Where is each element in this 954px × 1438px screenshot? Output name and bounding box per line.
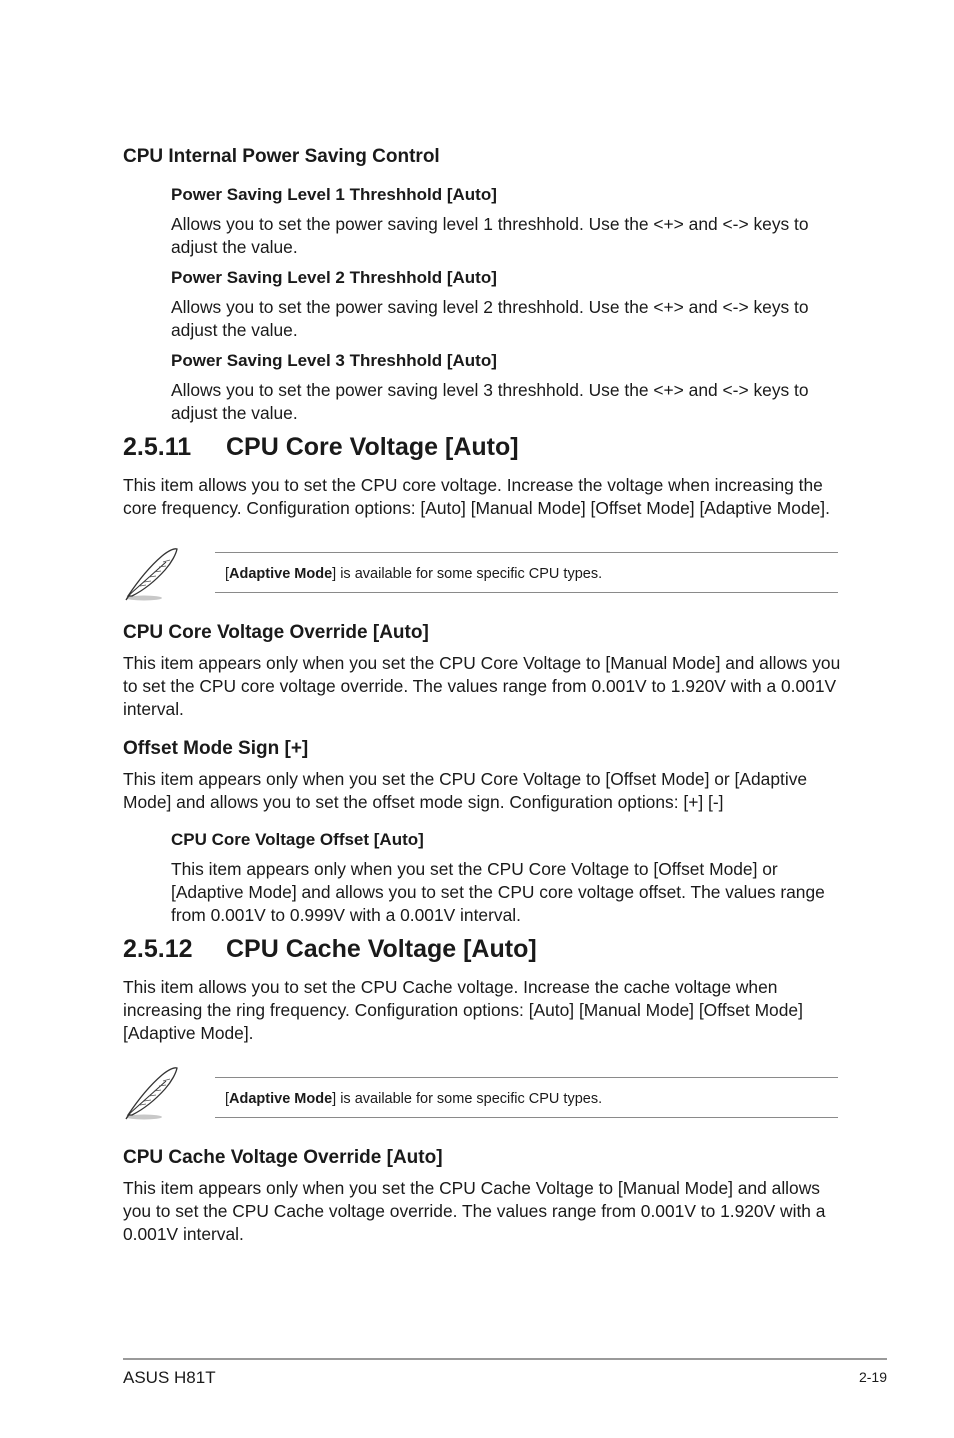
heading-core-voltage-override: CPU Core Voltage Override [Auto]: [123, 622, 429, 643]
paragraph-level3: Allows you to set the power saving level 3 threshhold. Use the <+> and <-> keys to adjust the value.: [171, 380, 809, 423]
feather-pen-icon: [122, 1065, 180, 1121]
heading-offset-mode-sign: Offset Mode Sign [+]: [123, 738, 309, 759]
footer-product-name: ASUS H81T: [123, 1368, 216, 1387]
note-divider-top: [215, 1077, 838, 1078]
paragraph-core-voltage-offset: This item appears only when you set the CPU Core Voltage to [Offset Mode] or [Adaptive Mode] and allows you to set the CPU core voltage offset. The values range from 0.001V to 0.999V with a 0.001V interval.: [171, 859, 825, 925]
section-number: 2.5.12: [123, 935, 193, 963]
paragraph-level2: Allows you to set the power saving level 2 threshhold. Use the <+> and <-> keys to adjust the value.: [171, 297, 809, 340]
section-title-core-voltage: [123, 432, 519, 462]
heading-core-voltage-offset: CPU Core Voltage Offset [Auto]: [171, 830, 424, 849]
note-divider-bottom: [215, 1117, 838, 1118]
heading-level3-threshold: Power Saving Level 3 Threshhold [Auto]: [171, 351, 497, 370]
footer-page-number: 2-19: [858, 1369, 887, 1385]
paragraph-level1: Allows you to set the power saving level 1 threshhold. Use the <+> and <-> keys to adjust the value.: [171, 214, 809, 257]
paragraph-core-voltage: This item allows you to set the CPU core voltage. Increase the voltage when increasing the core frequency. Configuration options: [Auto] [Manual Mode] [Offset Mode] [Adaptive Mode].: [123, 475, 830, 518]
heading-cache-voltage-override: CPU Cache Voltage Override [Auto]: [123, 1147, 443, 1168]
paragraph-core-voltage-override: This item appears only when you set the CPU Core Voltage to [Manual Mode] and allows you to set the CPU core voltage override. The values range from 0.001V to 1.920V with a 0.001V interval.: [123, 653, 841, 719]
paragraph-cache-voltage-override: This item appears only when you set the CPU Cache Voltage to [Manual Mode] and allows you to set the CPU Cache voltage override. The values range from 0.001V to 1.920V with a 0.001V interval.: [123, 1178, 826, 1244]
note-divider-top: [215, 552, 838, 553]
note-adaptive-mode: [Adaptive Mode] is available for some specific CPU types.: [225, 566, 603, 582]
section-number: 2.5.11: [123, 433, 192, 461]
heading-level1-threshold: Power Saving Level 1 Threshhold [Auto]: [171, 185, 497, 204]
section-title: CPU Core Voltage [Auto]: [226, 433, 519, 461]
feather-pen-icon: [122, 546, 180, 602]
heading-level2-threshold: Power Saving Level 2 Threshhold [Auto]: [171, 268, 497, 287]
section-title: CPU Cache Voltage [Auto]: [226, 935, 537, 963]
note-divider-bottom: [215, 592, 838, 593]
heading-internal-power-saving: CPU Internal Power Saving Control: [123, 146, 440, 167]
paragraph-cache-voltage: This item allows you to set the CPU Cache voltage. Increase the cache voltage when increasing the ring frequency. Configuration options: [Auto] [Manual Mode] [Offset Mode] [Adaptive Mode].: [123, 977, 803, 1043]
section-title-cache-voltage: [123, 934, 537, 964]
footer-divider: [123, 1358, 887, 1360]
note-adaptive-mode: [Adaptive Mode] is available for some specific CPU types.: [225, 1091, 603, 1107]
paragraph-offset-mode-sign: This item appears only when you set the CPU Core Voltage to [Offset Mode] or [Adaptive Mode] and allows you to set the offset mode sign. Configuration options: [+] [-]: [123, 769, 808, 812]
